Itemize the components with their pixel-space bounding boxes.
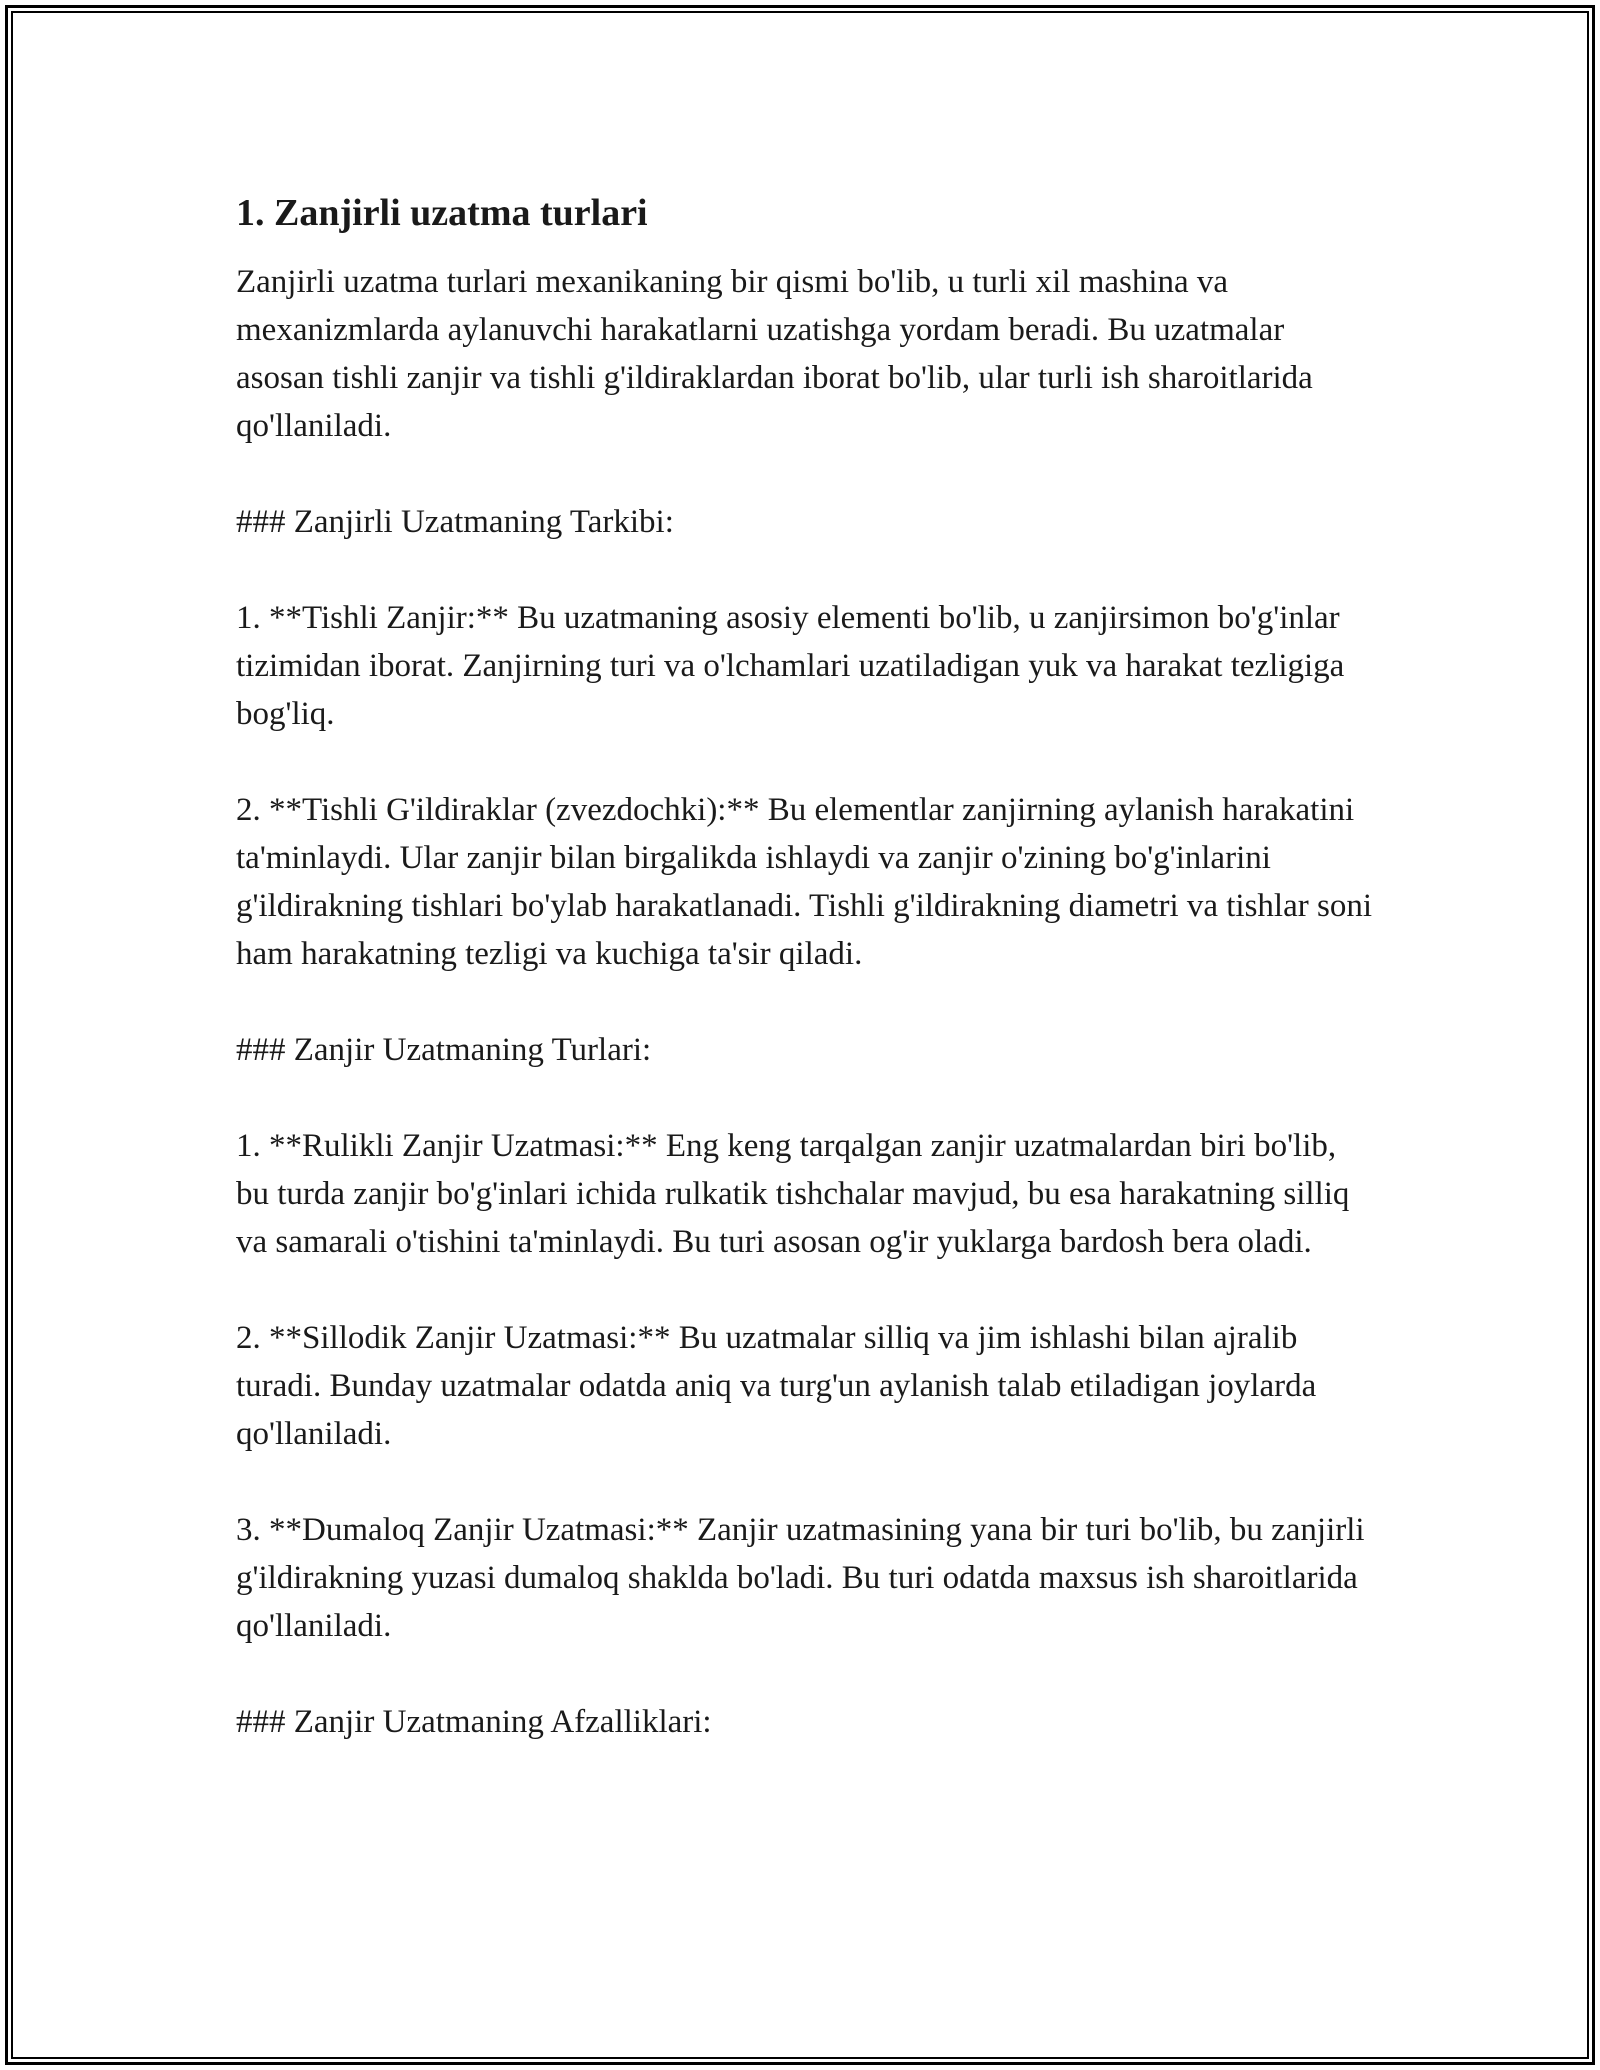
document-title: 1. Zanjirli uzatma turlari [236,192,648,234]
intro-paragraph: Zanjirli uzatma turlari mexanikaning bir qismi bo'lib, u turli xil mashina va mexanizmlarda aylanuvchi harakatlarni uzatishga yordam beradi. Bu uzatmalar asosan tishli zanjir va tishli g'ildiraklardan iborat bo'lib, ular turli ish sharoitlarida qo'llaniladi. [236,264,1313,444]
section-heading-types: ### Zanjir Uzatmaning Turlari: [236,1032,652,1068]
document-body [236,186,1376,1794]
list-item-round-chain: 3. **Dumaloq Zanjir Uzatmasi:** Zanjir uzatmasining yana bir turi bo'lib, bu zanjirli g'ildirakning yuzasi dumaloq shaklda bo'ladi. Bu turi odatda maxsus ish sharoitlarida qo'llaniladi. [236,1512,1365,1644]
section-heading-advantages: ### Zanjir Uzatmaning Afzalliklari: [236,1704,712,1740]
list-item-sprockets: 2. **Tishli G'ildiraklar (zvezdochki):** Bu elementlar zanjirning aylanish harakatini ta'minlaydi. Ular zanjir bilan birgalikda ishlaydi va zanjir o'zining bo'g'inlarini g'ildirakning tishlari bo'ylab harakatlanadi. Tishli g'ildirakning diametri va tishlar soni ham harakatning tezligi va kuchiga ta'sir qiladi. [236,792,1373,972]
section-heading-composition: ### Zanjirli Uzatmaning Tarkibi: [236,504,674,540]
list-item-silent-chain: 2. **Sillodik Zanjir Uzatmasi:** Bu uzatmalar silliq va jim ishlashi bilan ajralib turadi. Bunday uzatmalar odatda aniq va turg'un aylanish talab etiladigan joylarda qo'llaniladi. [236,1320,1317,1452]
list-item-toothed-chain: 1. **Tishli Zanjir:** Bu uzatmaning asosiy elementi bo'lib, u zanjirsimon bo'g'inlar tizimidan iborat. Zanjirning turi va o'lchamlari uzatiladigan yuk va harakat tezligiga bog'liq. [236,600,1345,732]
list-item-roller-chain: 1. **Rulikli Zanjir Uzatmasi:** Eng keng tarqalgan zanjir uzatmalardan biri bo'lib, bu turda zanjir bo'g'inlari ichida rulkatik tishchalar mavjud, bu esa harakatning silliq va samarali o'tishini ta'minlaydi. Bu turi asosan og'ir yuklarga bardosh bera oladi. [236,1128,1350,1260]
